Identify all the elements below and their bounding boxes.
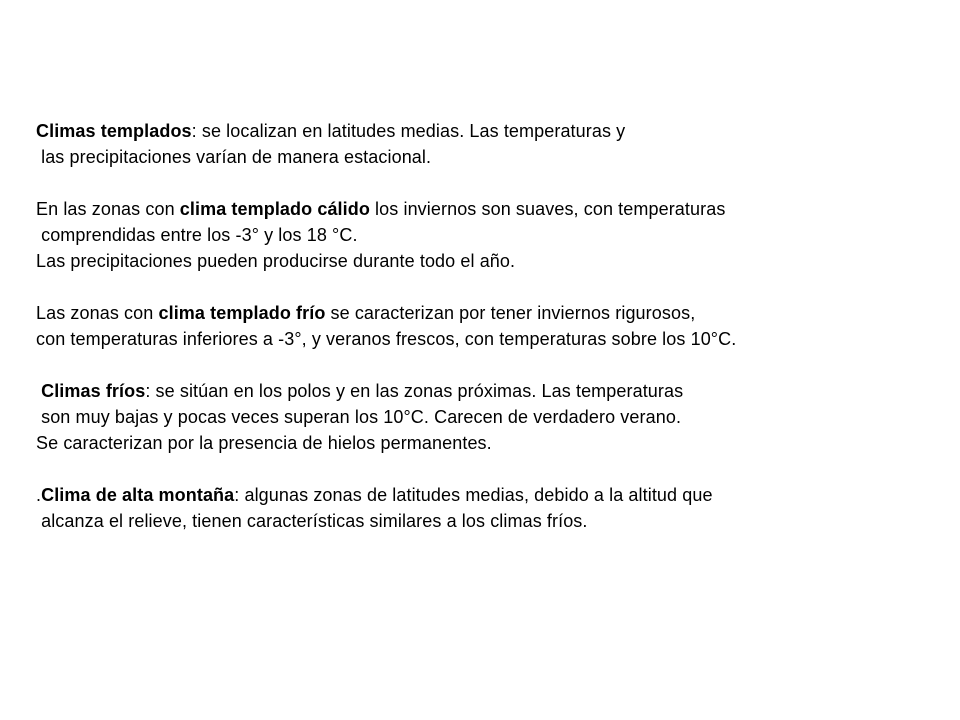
spacer: [36, 274, 936, 300]
montana-line-2: alcanza el relieve, tienen características similares a los climas fríos.: [36, 511, 588, 531]
templados-line-1-rest: : se localizan en latitudes medias. Las temperaturas y: [191, 121, 626, 141]
templados-term: Climas templados: [36, 121, 192, 141]
frios-term: Climas fríos: [41, 381, 146, 401]
spacer: [36, 352, 936, 378]
frio-line-1-pre: Las zonas con: [36, 303, 159, 323]
frios-line-1: [36, 378, 936, 404]
montana-line-1-pre: .: [36, 485, 42, 505]
spacer: [36, 456, 936, 482]
calido-line-3: Las precipitaciones pueden producirse durante todo el año.: [36, 251, 516, 271]
frio-term: clima templado frío: [158, 303, 326, 323]
montana-line-1-post: : algunas zonas de latitudes medias, debido a la altitud que: [234, 485, 713, 505]
calido-term: clima templado cálido: [179, 199, 370, 219]
frios-line-3: Se caracterizan por la presencia de hielos permanentes.: [36, 433, 492, 453]
frios-line-2: son muy bajas y pocas veces superan los 10°C. Carecen de verdadero verano.: [36, 407, 682, 427]
climate-text-block: [36, 118, 936, 534]
montana-term: Clima de alta montaña: [41, 485, 235, 505]
frios-line-1-post: : se sitúan en los polos y en las zonas próximas. Las temperaturas: [145, 381, 684, 401]
frio-line-2: con temperaturas inferiores a -3°, y veranos frescos, con temperaturas sobre los 10°C.: [36, 329, 737, 349]
templados-line-2: las precipitaciones varían de manera estacional.: [36, 147, 432, 167]
calido-line-1-pre: En las zonas con: [36, 199, 180, 219]
calido-line-1: [36, 196, 936, 222]
frio-line-1: [36, 300, 936, 326]
calido-line-1-post: los inviernos son suaves, con temperaturas: [369, 199, 726, 219]
spacer: [36, 170, 936, 196]
calido-line-2: comprendidas entre los -3° y los 18 °C.: [36, 225, 358, 245]
templados-line-1: [36, 118, 936, 144]
frio-line-1-post: se caracterizan por tener inviernos rigurosos,: [325, 303, 696, 323]
montana-line-1: [36, 482, 936, 508]
